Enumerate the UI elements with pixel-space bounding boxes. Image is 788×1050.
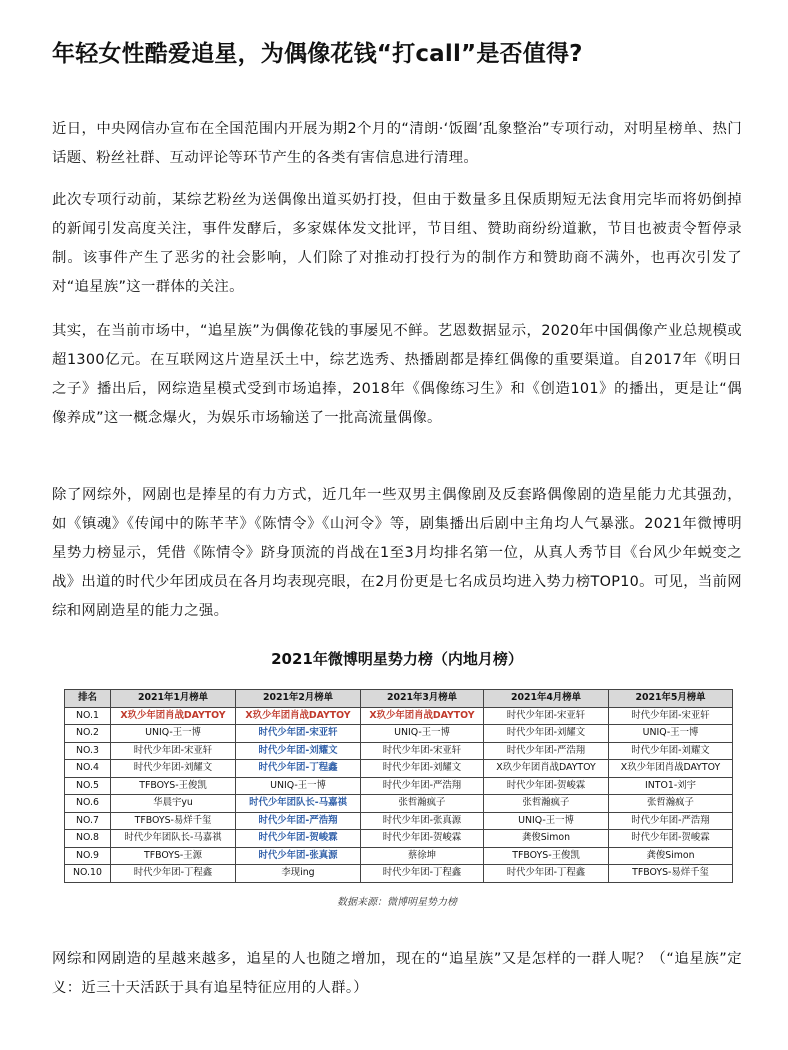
ranking-cell: 张哲瀚疯子 (609, 795, 733, 813)
ranking-cell: 时代少年团-刘耀文 (111, 760, 236, 778)
ranking-cell: 时代少年团-贺峻霖 (361, 830, 484, 848)
rank-cell: NO.4 (65, 760, 111, 778)
ranking-cell: 时代少年团-严浩翔 (361, 777, 484, 795)
article-title: 年轻女性酷爱追星，为偶像花钱“打call”是否值得? (52, 41, 583, 67)
rank-cell: NO.1 (65, 707, 111, 725)
ranking-cell: 时代少年团-张真源 (361, 812, 484, 830)
ranking-cell: TFBOYS-易烊千玺 (609, 865, 733, 883)
ranking-cell: 时代少年团-丁程鑫 (111, 865, 236, 883)
table-row (65, 707, 733, 725)
ranking-cell: 张哲瀚疯子 (361, 795, 484, 813)
table-row (65, 760, 733, 778)
ranking-cell: X玖少年团肖战DAYTOY (236, 707, 361, 725)
rank-cell: NO.7 (65, 812, 111, 830)
table-row (65, 847, 733, 865)
column-header-rank: 排名 (65, 690, 111, 708)
rank-cell: NO.3 (65, 742, 111, 760)
rank-cell: NO.6 (65, 795, 111, 813)
paragraph-4: 除了网综外，网剧也是捧星的有力方式，近几年一些双男主偶像剧及反套路偶像剧的造星能力尤其强劲，如《镇魂》《传闻中的陈芊芊》《陈情令》《山河令》等，剧集播出后剧中主角均人气暴涨。2021年微博明星势力榜显示，凭借《陈情令》跻身顶流的肖战在1至3月均排名第一位，从真人秀节目《台风少年蜕变之战》出道的时代少年团成员在各月均表现亮眼，在2月份更是七名成员均进入势力榜TOP10。可见，当前网综和网剧造星的能力之强。 (52, 487, 742, 619)
column-header-month-2: 2021年2月榜单 (236, 690, 361, 708)
table-row (65, 830, 733, 848)
ranking-table-header (65, 690, 733, 708)
rank-cell: NO.5 (65, 777, 111, 795)
ranking-cell: 时代少年团-宋亚轩 (111, 742, 236, 760)
ranking-cell: 时代少年团-丁程鑫 (484, 865, 609, 883)
ranking-cell: 时代少年团-刘耀文 (361, 760, 484, 778)
ranking-cell: 时代少年团-宋亚轩 (236, 725, 361, 743)
ranking-cell: 时代少年团-严浩翔 (484, 742, 609, 760)
table-row (65, 812, 733, 830)
ranking-cell: 时代少年团-刘耀文 (236, 742, 361, 760)
column-header-month-5: 2021年5月榜单 (609, 690, 733, 708)
ranking-cell: 时代少年团-贺峻霖 (484, 777, 609, 795)
ranking-cell: X玖少年团肖战DAYTOY (484, 760, 609, 778)
ranking-cell: X玖少年团肖战DAYTOY (111, 707, 236, 725)
table-title: 2021年微博明星势力榜（内地月榜） (271, 650, 523, 668)
ranking-cell: 时代少年团队长-马嘉祺 (111, 830, 236, 848)
ranking-cell: 龚俊Simon (484, 830, 609, 848)
ranking-cell: TFBOYS-王俊凯 (111, 777, 236, 795)
paragraph-5: 网综和网剧造的星越来越多，追星的人也随之增加，现在的“追星族”又是怎样的一群人呢？（“追星族”定义：近三十天活跃于具有追星特征应用的人群。） (52, 951, 742, 996)
data-source-note: 数据来源：微博明星势力榜 (337, 897, 457, 908)
ranking-cell: X玖少年团肖战DAYTOY (361, 707, 484, 725)
table-row (65, 865, 733, 883)
ranking-table-body (65, 707, 733, 882)
ranking-cell: 时代少年团-张真源 (236, 847, 361, 865)
ranking-cell: TFBOYS-易烊千玺 (111, 812, 236, 830)
ranking-cell: 时代少年团队长-马嘉祺 (236, 795, 361, 813)
table-row (65, 777, 733, 795)
ranking-cell: 时代少年团-贺峻霖 (609, 830, 733, 848)
ranking-cell: 时代少年团-贺峻霖 (236, 830, 361, 848)
table-row (65, 742, 733, 760)
column-header-month-4: 2021年4月榜单 (484, 690, 609, 708)
ranking-cell: 时代少年团-丁程鑫 (236, 760, 361, 778)
paragraph-3: 其实，在当前市场中，“追星族”为偶像花钱的事屡见不鲜。艺恩数据显示，2020年中国偶像产业总规模或超1300亿元。在互联网这片造星沃土中，综艺选秀、热播剧都是捧红偶像的重要渠道。自2017年《明日之子》播出后，网综造星模式受到市场追捧，2018年《偶像练习生》和《创造101》的播出，更是让“偶像养成”这一概念爆火，为娱乐市场输送了一批高流量偶像。 (52, 323, 742, 426)
ranking-cell: 时代少年团-宋亚轩 (484, 707, 609, 725)
ranking-cell: 张哲瀚疯子 (484, 795, 609, 813)
ranking-table (64, 689, 733, 883)
column-header-month-1: 2021年1月榜单 (111, 690, 236, 708)
column-header-month-3: 2021年3月榜单 (361, 690, 484, 708)
table-row (65, 725, 733, 743)
table-row (65, 795, 733, 813)
ranking-cell: X玖少年团肖战DAYTOY (609, 760, 733, 778)
ranking-cell: 时代少年团-严浩翔 (609, 812, 733, 830)
ranking-cell: 龚俊Simon (609, 847, 733, 865)
rank-cell: NO.9 (65, 847, 111, 865)
ranking-cell: TFBOYS-王俊凯 (484, 847, 609, 865)
ranking-cell: 蔡徐坤 (361, 847, 484, 865)
rank-cell: NO.10 (65, 865, 111, 883)
ranking-cell: UNIQ-王一博 (484, 812, 609, 830)
ranking-cell: UNIQ-王一博 (236, 777, 361, 795)
rank-cell: NO.8 (65, 830, 111, 848)
ranking-cell: 时代少年团-宋亚轩 (609, 707, 733, 725)
ranking-cell: 时代少年团-严浩翔 (236, 812, 361, 830)
ranking-cell: 时代少年团-刘耀文 (484, 725, 609, 743)
ranking-cell: UNIQ-王一博 (111, 725, 236, 743)
ranking-cell: INTO1-刘宇 (609, 777, 733, 795)
ranking-cell: TFBOYS-王源 (111, 847, 236, 865)
paragraph-2: 此次专项行动前，某综艺粉丝为送偶像出道买奶打投，但由于数量多且保质期短无法食用完毕而将奶倒掉的新闻引发高度关注，事件发酵后，多家媒体发文批评，节目组、赞助商纷纷道歉，节目也被责令暂停录制。该事件产生了恶劣的社会影响，人们除了对推动打投行为的制作方和赞助商不满外，也再次引发了对“追星族”这一群体的关注。 (52, 192, 742, 295)
paragraph-1: 近日，中央网信办宣布在全国范围内开展为期2个月的“清朗·‘饭圈’乱象整治”专项行动，对明星榜单、热门话题、粉丝社群、互动评论等环节产生的各类有害信息进行清理。 (52, 121, 742, 166)
ranking-cell: UNIQ-王一博 (609, 725, 733, 743)
ranking-cell: 时代少年团-丁程鑫 (361, 865, 484, 883)
ranking-cell: UNIQ-王一博 (361, 725, 484, 743)
ranking-cell: 时代少年团-刘耀文 (609, 742, 733, 760)
ranking-cell: 时代少年团-宋亚轩 (361, 742, 484, 760)
ranking-cell: 华晨宇yu (111, 795, 236, 813)
ranking-cell: 李现ing (236, 865, 361, 883)
table-header-row (65, 690, 733, 708)
rank-cell: NO.2 (65, 725, 111, 743)
